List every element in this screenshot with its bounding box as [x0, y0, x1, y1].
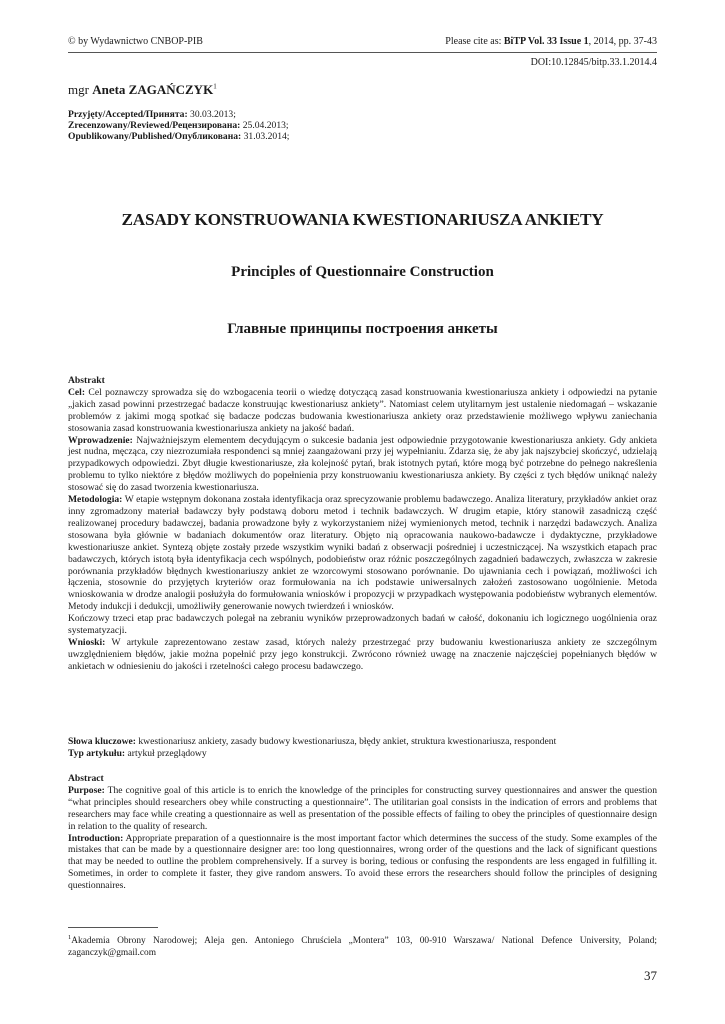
footnote: [68, 932, 657, 959]
wprowadzenie-label: Wprowadzenie:: [68, 434, 133, 446]
purpose-label: Purpose:: [68, 784, 105, 796]
citation-info: [445, 36, 657, 47]
keywords-polish: [68, 736, 657, 760]
reviewed-value: 25.04.2013;: [240, 120, 289, 131]
abstract-en-heading: Abstract: [68, 773, 104, 784]
author-line: [68, 82, 217, 98]
abstract-pl-heading: Abstrakt: [68, 375, 105, 386]
cite-journal: BiTP Vol. 33 Issue 1: [503, 36, 589, 47]
cite-suffix: , 2014, pp. 37-43: [588, 36, 657, 47]
purpose-text: The cognitive goal of this article is to enrich the knowledge of the principles for constructing survey questionnaires and answer the question “what principles should researchers obey while constructing a questionnaire”. The utilitarian goal consists in the indication of errors and problems that researchers may face while creating a questionnaire as well as presentation of the possible effects of failing to obey the principles of questionnaire design in relation to the quality of research.: [68, 784, 657, 832]
wprowadzenie-text: Najważniejszym elementem decydującym o sukcesie badania jest odpowiednie przygotowanie kwestionariusza ankiety. Gdy ankieta jest nudna, męcząca, czy niezrozumiała respondenci są mniej zaangażowani przy jej wypełnianiu. Zdarza się, że aby jak najszybciej skończyć, udzielają przypadkowych odpowiedzi. Zbyt długie kwestionariusze, zła kolejność pytań, brak istotnych pytań, które mogą być potrzebne do pełnego nakreślenia problemu to tylko niektóre z błędów możliwych do popełnienia przy konstruowaniu kwestionariusza ankiety. By części z tych błędów uniknąć należy stosować się do zasad tworzenia kwestionariusza.: [68, 434, 657, 494]
article-type-text: artykuł przeglądowy: [125, 747, 207, 759]
cite-prefix: Please cite as:: [445, 36, 504, 47]
abstract-en-introduction: [68, 833, 657, 893]
keywords-text: kwestionariusz ankiety, zasady budowy kwestionariusza, błędy ankiet, struktura kwestionariusza, respondent: [135, 736, 557, 747]
author-title: mgr: [68, 82, 93, 97]
cel-text: Cel poznawczy sprowadza się do wzbogacenia teorii o wiedzę dotyczącą zasad konstruowania kwestionariusza ankiety i odpowiedzi na pytanie „jakich zasad powinni przestrzegać badacze konstruując kwestionariusz ankiety”. Natomiast celem utylitarnym jest ustalenie niedomagań – wskazanie problemów z jakimi mogą spotkać się badacze podczas budowania kwestionariusza ankiety oraz przedstawienie możliwego wpływu zaniechania stosowania zasad konstruowania kwestionariusza ankiety na jakość badań.: [68, 386, 657, 434]
article-dates: [68, 109, 289, 142]
abstract-pl-metodologia: [68, 494, 657, 613]
abstract-pl-wnioski: [68, 637, 657, 673]
accepted-value: 30.03.2013;: [187, 109, 236, 120]
abstract-pl-cel: [68, 387, 657, 435]
published-label: Opublikowany/Published/Опубликована:: [68, 131, 242, 142]
keywords-line: [68, 736, 657, 748]
metodologia-label: Metodologia:: [68, 494, 123, 506]
accepted-date: [68, 109, 289, 120]
title-polish: ZASADY KONSTRUOWANIA KWESTIONARIUSZA ANKIETY: [121, 210, 604, 229]
footnote-text: Akademia Obrony Narodowej; Aleja gen. Antoniego Chruściela „Montera” 103, 00-910 Warszawa/ National Defence University, Poland; zaganczyk@gmail.com: [68, 936, 657, 958]
header-rule: [68, 52, 657, 53]
published-date: [68, 131, 289, 142]
title-english: Principles of Questionnaire Construction: [231, 264, 494, 280]
author-name: Aneta ZAGAŃCZYK: [92, 82, 214, 97]
article-type-label: Typ artykułu:: [68, 747, 126, 759]
doi: DOI:10.12845/bitp.33.1.2014.4: [530, 57, 657, 68]
footnote-rule: [68, 927, 158, 928]
cel-label: Cel:: [68, 386, 86, 398]
introduction-label: Introduction:: [68, 832, 124, 844]
copyright-notice: © by Wydawnictwo CNBOP-PIB: [68, 36, 203, 47]
page-number: 37: [644, 968, 657, 983]
introduction-text: Appropriate preparation of a questionnaire is the most important factor which determines the success of the study. Some examples of the mistakes that can be made by a questionnaire designer are: too long questionnaires, wrong order of the questions and the lack of significant questions that may be needed to outline the problem comprehensively. If a survey is boring, tedious or confusing the respondents are less engaged in fulfilling it. Sometimes, in order to complete it faster, they give random answers. To avoid these errors the researchers should follow the principles of designing questionnaires.: [68, 832, 657, 892]
footnote-mark: 1: [68, 934, 72, 941]
title-russian: Главные принципы построения анкеты: [227, 321, 498, 337]
wnioski-text: W artykule zaprezentowano zestaw zasad, których należy przestrzegać przy budowaniu kwestionariusza ankiety ze szczególnym uwzględnieniem błędów, jakie można popełnić przy jego konstrukcji. Zwrócono również uwagę na znaczenie najczęściej popełnianych błędów w ankietach w odniesieniu do jakości i rzetelności całego procesu badawczego.: [68, 636, 657, 672]
author-footnote-mark: 1: [213, 82, 217, 91]
abstract-polish: [68, 375, 657, 673]
keywords-label: Słowa kluczowe:: [68, 736, 136, 747]
accepted-label: Przyjęty/Accepted/Принята:: [68, 109, 188, 120]
abstract-english: [68, 773, 657, 892]
abstract-pl-metodologia-cont: Kończowy trzeci etap prac badawczych polegał na zebraniu wyników przeprowadzonych badań w całość, dokonaniu ich logicznego uogólnienia oraz systematyzacji.: [68, 613, 657, 637]
reviewed-date: [68, 120, 289, 131]
reviewed-label: Zrecenzowany/Reviewed/Рецензирована:: [68, 120, 241, 131]
abstract-en-purpose: [68, 785, 657, 833]
wnioski-label: Wnioski:: [68, 636, 106, 648]
metodologia-text: W etapie wstępnym dokonana została identyfikacja oraz sprecyzowanie problemu badawczego. Analiza literatury, przykładów ankiet oraz inny zgromadzony materiał badawczy były podstawą doboru metod i technik badawczych. W drugim etapie, który stanowił zasadniczą część realizowanej procedury badawczej, badania prowadzone były z wykorzystaniem niżej wymienionych metod, technik i narzędzi badawczych. Analiza stosowana była głównie w badaniach dokumentów oraz literatury. Objęto nią opracowania naukowo-badawcze i dydaktyczne, przykładowe kwestionariusze ankiet. Syntezą objęte zostały przede wszystkim wyniki badań z obserwacji pośredniej i uczestniczącej. Na wszystkich etapach prac badawczych, których istotą była identyfikacja cech wspólnych, podobieństw oraz różnic poszczególnych zagadnień badawczych, zwłaszcza w zakresie porównania przykładów błędnych kwestionariuszy ankiet ze wzorcowymi stosowano porównanie. Do ujawniania cech i powiązań, możliwości ich łączenia, stosownie do przyjętych kryteriów oraz formułowania na ich podstawie uniwersalnych założeń zastosowano uogólnienie. Metoda wnioskowania w drodze analogii posłużyła do formułowania wniosków i propozycji w przypadkach występowania podobieństw wybranych elementów. Metody indukcji i dedukcji, umożliwiły generowanie nowych twierdzeń i wniosków.: [68, 494, 657, 613]
article-type-line: [68, 748, 657, 760]
abstract-pl-wprowadzenie: [68, 435, 657, 495]
published-value: 31.03.2014;: [241, 131, 290, 142]
